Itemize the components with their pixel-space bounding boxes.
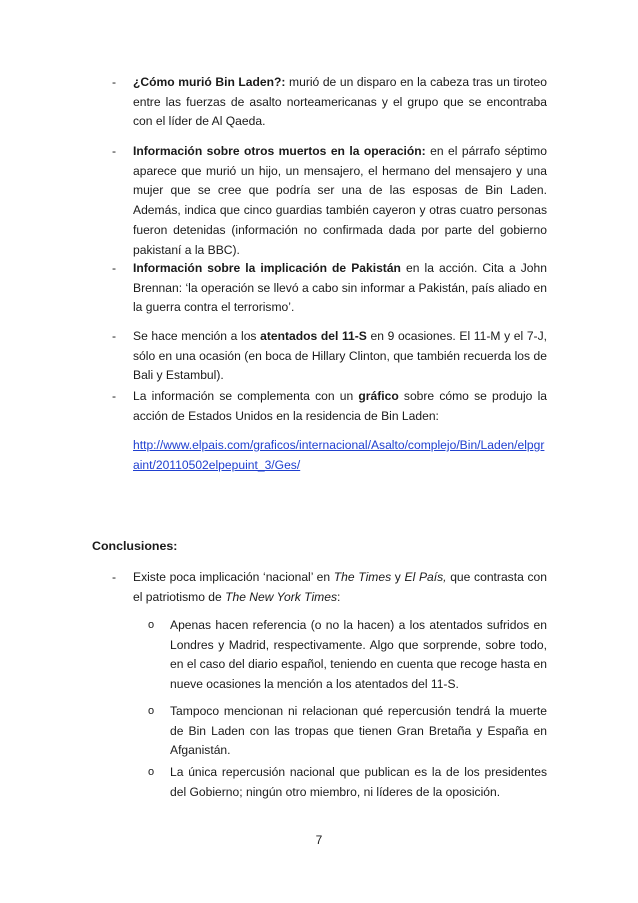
list-item-text [133, 73, 547, 132]
intro-part: y [391, 570, 405, 584]
item-bold-lead: Información sobre otros muertos en la operación: [133, 144, 426, 158]
conclusions-heading: Conclusiones: [92, 539, 178, 553]
item-bold-term: atentados del 11-S [260, 329, 367, 343]
intro-part: : [337, 589, 341, 604]
list-item [112, 73, 547, 132]
sub-list-item [148, 702, 547, 761]
sub-item-text: La única repercusión nacional que publican es la de los presidentes del Gobierno; ningún otro miembro, ni líderes de la oposición. [170, 765, 547, 799]
sub-item-text: Tampoco mencionan ni relacionan qué repercusión tendrá la muerte de Bin Laden con las tropas que tienen Gran Bretaña y España en Afganistán. [170, 704, 547, 758]
item-body: sobre cómo se produjo la acción de Estados Unidos en la residencia de Bin Laden: [133, 389, 547, 423]
item-bold-lead: ¿Cómo murió Bin Laden?: [133, 75, 286, 89]
list-dash: - [112, 570, 117, 584]
list-item-text [133, 387, 547, 426]
item-body: en el párrafo séptimo aparece que murió un hijo, un mensajero, el hermano del mensajero y una mujer que se cree que podría ser una de las esposas de Bin Laden. Además, indica que cinco guardias también cayeron y otras cuatro personas fueron detenidas (información no confirmada dada por parte del gobierno pakistaní a la BBC). [133, 144, 547, 257]
list-dash: - [112, 144, 117, 158]
circle-bullet-icon: o [148, 766, 155, 778]
list-item-text [133, 142, 547, 260]
item-pre: Se hace mención a los [133, 329, 261, 343]
list-dash: - [112, 329, 117, 343]
list-dash: - [112, 389, 117, 403]
item-bold-lead: Información sobre la implicación de Pakistán [133, 261, 401, 275]
list-item [112, 327, 547, 386]
list-dash: - [112, 261, 117, 275]
link-block [133, 436, 547, 475]
list-dash: - [112, 75, 117, 89]
sub-item-text: Apenas hacen referencia (o no la hacen) a los atentados sufridos en Londres y Madrid, respectivamente. Algo que sorprende, sobre todo, en el caso del diario español, teniendo en cuenta que recoge hasta en nueve ocasiones la mención a los atentados del 11-S. [170, 618, 547, 692]
list-item [112, 259, 547, 318]
circle-bullet-icon: o [148, 619, 155, 631]
item-pre: La información se complementa con un [133, 389, 359, 403]
newspaper-title: The New York Times [225, 589, 338, 604]
list-item-text [133, 327, 547, 386]
item-bold-term: gráfico [358, 389, 399, 403]
list-item [112, 387, 547, 426]
item-body: en 9 ocasiones. El 11-M y el 7-J, sólo en una ocasión (en boca de Hillary Clinton, que también recuerda los de Bali y Estambul). [133, 329, 547, 383]
circle-bullet-icon: o [148, 705, 155, 717]
newspaper-title: El País, [404, 570, 447, 584]
newspaper-title: The Times [333, 570, 392, 584]
conclusions-intro [112, 568, 547, 607]
page-number: 7 [315, 833, 323, 847]
intro-part: que contrasta con el patriotismo de [133, 570, 547, 604]
infographic-link[interactable]: http://www.elpais.com/graficos/internacional/Asalto/complejo/Bin/Laden/elpgraint/20110502elpepuint_3/Ges/ [133, 438, 545, 472]
list-item-text [133, 259, 547, 318]
intro-part: Existe poca implicación ‘nacional’ en [133, 570, 334, 584]
sub-list-item [148, 616, 547, 695]
item-body: en la acción. Cita a John Brennan: ‘la operación se llevó a cabo sin informar a Pakistán, país aliado en la guerra contra el terrorismo’. [133, 261, 547, 315]
list-item [112, 142, 547, 260]
item-body: murió de un disparo en la cabeza tras un tiroteo entre las fuerzas de asalto norteamericanas y el grupo que se encontraba con el líder de Al Qaeda. [133, 75, 547, 129]
intro-text [133, 568, 547, 607]
sub-list-item [148, 763, 547, 802]
